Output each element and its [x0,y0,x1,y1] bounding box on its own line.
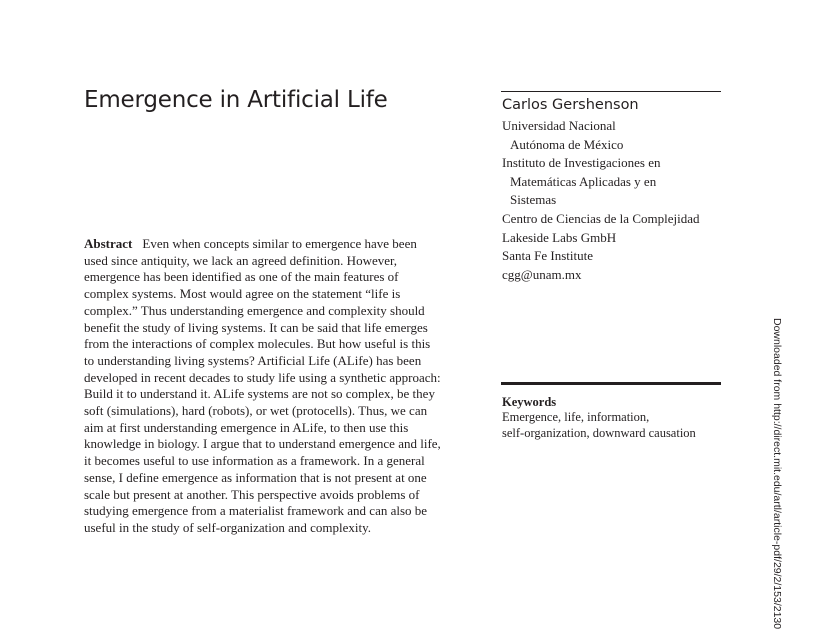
keywords-list [502,410,696,442]
abstract-line: knowledge in biology. I argue that to understand emergence and life, [84,436,441,452]
affiliation-line: Autónoma de México [510,136,624,152]
abstract-line: studying emergence from a materialist framework and can also be [84,503,428,519]
abstract-line: benefit the study of living systems. It can be said that life emerges [84,319,428,335]
abstract-line: soft (simulations), hard (robots), or wet (protocells). Thus, we can [84,403,428,419]
affiliation-line: Universidad Nacional [502,118,616,133]
author-affiliations [502,117,699,284]
keywords-line: self-organization, downward causation [502,425,696,440]
abstract-line: useful in the study of self-organization and complexity. [84,519,372,535]
affiliation-line: Matemáticas Aplicadas y en [510,173,657,189]
author-name: Carlos Gershenson [502,97,639,113]
abstract-line: aim at first understanding emergence in ALife, to then use this [84,419,409,435]
abstract [84,236,484,537]
abstract-line: emergence has been identified as one of the main features of [84,269,399,285]
abstract-line: used since antiquity, we lack an agreed definition. However, [84,252,398,268]
abstract-line: Build it to understand it. ALife systems are not so complex, be they [84,386,435,402]
abstract-line: it becomes useful to use information as a framework. In a general [84,453,425,469]
abstract-heading: Abstract [84,236,133,251]
abstract-line: developed in recent decades to study life using a synthetic approach: [84,369,441,385]
keywords-heading: Keywords [502,395,557,409]
affiliation-line: Sistemas [510,192,557,208]
affiliation-line: Lakeside Labs GmbH [502,229,617,245]
abstract-line: complex systems. Most would agree on the statement “life is [84,286,401,302]
abstract-line: sense, I define emergence as information that is not present at one [84,469,427,485]
abstract-line: complex.” Thus understanding emergence and complexity should [84,302,425,318]
keywords-line: Emergence, life, information, [502,410,650,424]
affiliation-line: Centro de Ciencias de la Complejidad [502,210,700,226]
paper-title: Emergence in Artificial Life [84,87,388,113]
abstract-first-line [84,236,484,253]
abstract-line: scale but present at another. This perspective avoids problems of [84,486,420,502]
abstract-line: to understanding living systems? Artificial Life (ALife) has been [84,352,422,368]
abstract-line: Even when concepts similar to emergence have been [142,236,417,251]
affiliation-line: cgg@unam.mx [502,266,582,282]
download-watermark: Downloaded from http://direct.mit.edu/artl/article-pdf/29/2/153/2130 [771,318,783,629]
keywords-divider [501,382,721,385]
affiliation-line: Santa Fe Institute [502,248,593,264]
abstract-line: from the interactions of complex molecules. But how useful is this [84,336,431,352]
affiliation-line: Instituto de Investigaciones en [502,155,661,171]
author-divider [501,91,721,92]
